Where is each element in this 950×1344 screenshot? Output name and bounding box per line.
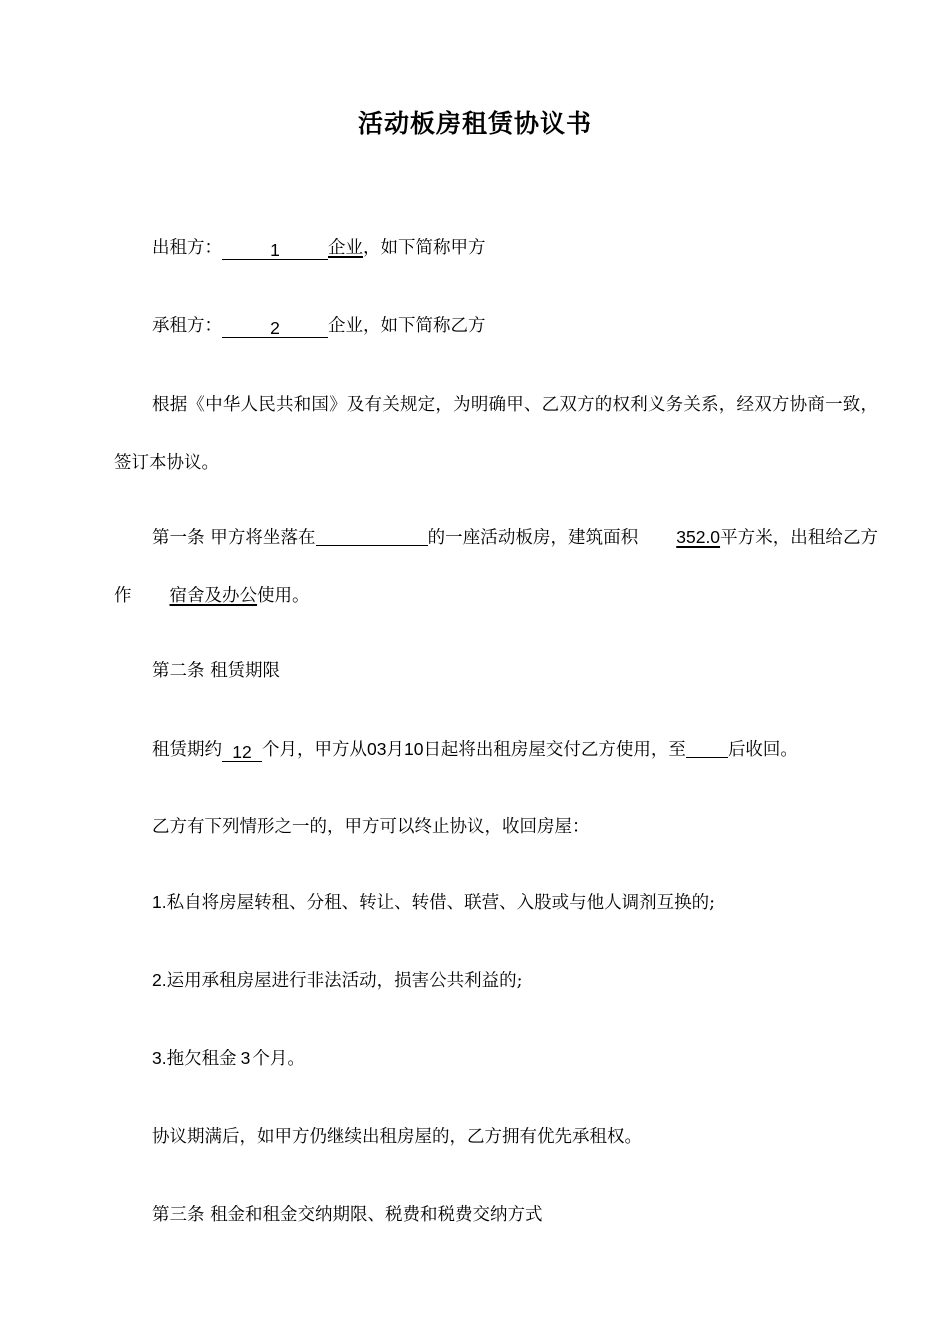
article3-heading: 第三条 租金和租金交纳期限、税费和税费交纳方式 [152,1205,543,1225]
lessee-value: 2 [222,317,328,338]
article1-part2: 的一座活动板房，建筑面积 [427,528,639,548]
article1-part3: 平方米，出租给乙方作 [114,528,879,606]
term-months: 12 [222,741,262,762]
lessee-label: 承租方： [152,316,222,336]
article1-area: 352.0 [676,527,721,547]
article2-term-line [152,734,798,765]
start-month: 03 [367,739,387,759]
termination-item-3 [152,1043,305,1074]
item1-text: 私自将房屋转租、分租、转让、转借、联营、入股或与他人调剂互换的; [166,893,716,913]
article2-heading: 第二条 租赁期限 [152,661,281,681]
termination-item-2 [152,965,523,996]
lessor-suffix: ，如下简称甲方 [363,238,486,258]
preamble-paragraph: 根据《中华人民共和国》及有关规定，为明确甲、乙双方的权利义务关系，经双方协商一致，签订本协议。 [114,395,878,473]
article1-usage: 宿舍及办公 [169,586,257,606]
lessor-line [152,233,486,263]
term-end-blank [686,737,728,758]
term-prefix: 租赁期约 [152,740,222,760]
renewal-clause: 协议期满后，如甲方仍继续出租房屋的，乙方拥有优先承租权。 [152,1127,642,1147]
termination-intro: 乙方有下列情形之一的，甲方可以终止协议，收回房屋： [152,817,590,837]
term-mid3: 日起将出租房屋交付乙方使用，至 [423,740,686,760]
article1-part4: 使用。 [257,586,310,606]
item3-text-a: 拖欠租金 [166,1049,237,1069]
item1-number: 1. [152,892,167,912]
term-mid1: 个月，甲方从 [262,740,367,760]
lessor-type: 企业 [328,238,363,258]
item3-months: 3 [240,1048,251,1068]
term-suffix: 后收回。 [727,740,798,760]
article1-paragraph [114,508,878,625]
item2-text: 运用承租房屋进行非法活动，损害公共利益的; [166,971,523,991]
lessee-suffix: 企业，如下简称乙方 [328,316,486,336]
termination-item-1 [152,887,715,918]
start-day: 10 [403,739,424,759]
lessor-value: 1 [222,239,328,260]
article1-part1: 第一条 甲方将坐落在 [152,528,316,548]
document-title: 活动板房租赁协议书 [357,109,592,138]
item3-text-b: 个月。 [252,1049,305,1069]
term-mid2: 月 [386,740,404,760]
lessee-line [152,311,486,341]
article1-location-blank [316,525,428,546]
lessor-label: 出租方： [152,238,222,258]
item2-number: 2. [152,970,167,990]
item3-number: 3. [152,1048,167,1068]
